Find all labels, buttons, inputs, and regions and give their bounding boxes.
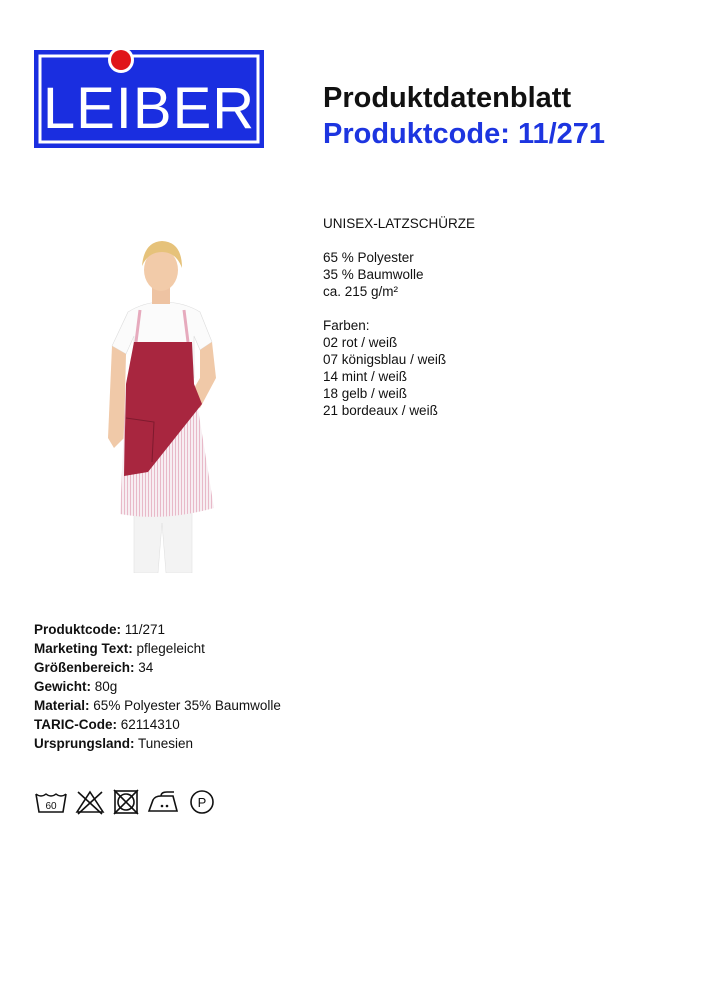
spec-row — [34, 734, 281, 753]
no-tumble-dry-icon — [112, 788, 140, 816]
spec-label: Marketing Text: — [34, 641, 133, 656]
dry-clean-label: P — [197, 795, 207, 810]
spec-row — [34, 639, 281, 658]
spec-row — [34, 696, 281, 715]
spec-label: Größenbereich: — [34, 660, 135, 675]
color-item: 14 mint / weiß — [323, 369, 408, 384]
color-item: 07 königsblau / weiß — [323, 352, 447, 367]
iron-two-dots-icon — [147, 788, 181, 816]
spec-value: 11/271 — [124, 622, 166, 637]
dry-clean-p-icon — [188, 788, 216, 816]
spec-list — [34, 620, 281, 753]
spec-label: Produktcode: — [34, 622, 122, 637]
spec-value: pflegeleicht — [136, 641, 205, 656]
page-title: Produktdatenblatt — [323, 82, 572, 114]
product-code-title: Produktcode: 11/271 — [323, 118, 606, 150]
spec-row — [34, 658, 281, 677]
spec-value: 34 — [138, 660, 154, 675]
wash-60-icon — [34, 788, 68, 816]
composition-line: ca. 215 g/m² — [323, 284, 399, 299]
product-description — [323, 215, 475, 419]
colors-label: Farben: — [323, 318, 370, 333]
wash-temp-label: 60 — [45, 801, 57, 812]
product-name: UNISEX-LATZSCHÜRZE — [323, 216, 476, 231]
spec-label: Material: — [34, 698, 90, 713]
care-symbols — [34, 788, 216, 816]
spec-label: Ursprungsland: — [34, 736, 135, 751]
spec-value: 62114310 — [120, 717, 180, 732]
spec-row — [34, 715, 281, 734]
spec-row — [34, 620, 281, 639]
composition-line: 65 % Polyester — [323, 250, 414, 265]
logo-text: LEIBER — [42, 76, 256, 141]
color-item: 18 gelb / weiß — [323, 386, 408, 401]
no-bleach-icon — [75, 788, 105, 816]
product-photo — [100, 238, 225, 573]
composition-line: 35 % Baumwolle — [323, 267, 424, 282]
spec-label: Gewicht: — [34, 679, 92, 694]
leiber-logo — [34, 46, 264, 148]
spec-label: TARIC-Code: — [34, 717, 117, 732]
spec-row — [34, 677, 281, 696]
spec-value: Tunesien — [138, 736, 194, 751]
spec-value: 65% Polyester 35% Baumwolle — [93, 698, 281, 713]
color-item: 02 rot / weiß — [323, 335, 398, 350]
spec-value: 80g — [94, 679, 118, 694]
color-item: 21 bordeaux / weiß — [323, 403, 438, 418]
